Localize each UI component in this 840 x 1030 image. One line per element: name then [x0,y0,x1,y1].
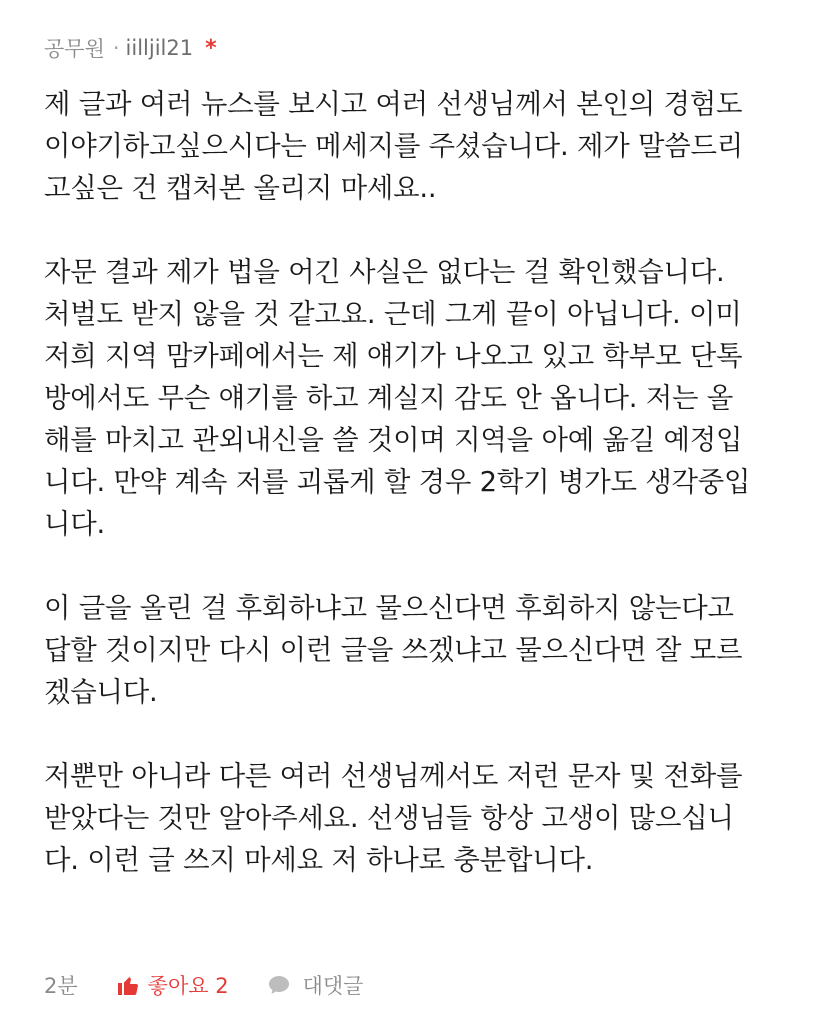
comment-body [44,84,834,882]
comment-text-line: 방에서도 무슨 얘기를 하고 계실지 감도 안 옵니다. 저는 올 [44,383,734,414]
author-badge: * [205,35,217,61]
comment-text-line: 니다. 만약 계속 저를 괴롭게 할 경우 2학기 병가도 생각중입 [44,467,751,498]
paragraph-gap [44,546,834,588]
comment-text-line: 처벌도 받지 않을 것 같고요. 근데 그게 끝이 아닙니다. 이미 [44,299,742,330]
meta-separator: · [112,36,120,60]
paragraph-gap [44,714,834,756]
timestamp: 2분 [44,974,78,998]
comment-text-line: 다. 이런 글 쓰지 마세요 저 하나로 충분합니다. [44,845,594,876]
author-role: 공무원 [44,37,105,61]
like-count-label: 좋아요 2 [147,974,229,998]
comment-text-line: 받았다는 것만 알아주세요. 선생님들 항상 고생이 많으십니 [44,803,734,834]
thumbs-up-icon [116,973,140,997]
comment-text-line: 저뿐만 아니라 다른 여러 선생님께서도 저런 문자 및 전화를 [44,761,743,792]
comment-text-line: 니다. [44,509,106,540]
username[interactable]: iilljil21 [125,36,194,60]
comment-text-line: 답할 것이지만 다시 이런 글을 쓰겠냐고 물으신다면 잘 모르 [44,635,743,666]
comment-footer [44,968,363,1002]
like-button[interactable] [116,970,229,1000]
reply-label: 대댓글 [302,974,364,998]
reply-button[interactable] [267,970,364,1000]
comment-text-line: 해를 마치고 관외내신을 쓸 것이며 지역을 아예 옮길 예정입 [44,425,743,456]
comment-text-line: 제 글과 여러 뉴스를 보시고 여러 선생님께서 본인의 경험도 [44,89,743,120]
comment-text-line: 자문 결과 제가 법을 어긴 사실은 없다는 걸 확인했습니다. [44,257,725,288]
comment-text-line: 겠습니다. [44,677,158,708]
comment-text-line: 이야기하고싶으시다는 메세지를 주셨습니다. 제가 말씀드리 [44,131,744,162]
paragraph-gap [44,210,834,252]
comment-text-line: 저희 지역 맘카페에서는 제 얘기가 나오고 있고 학부모 단톡 [44,341,743,372]
comment-text-line: 고싶은 건 캡처본 올리지 마세요.. [44,173,437,204]
comment-text-line: 이 글을 올린 걸 후회하냐고 물으신다면 후회하지 않는다고 [44,593,734,624]
speech-bubble-icon [267,973,291,997]
comment-meta [44,33,217,63]
